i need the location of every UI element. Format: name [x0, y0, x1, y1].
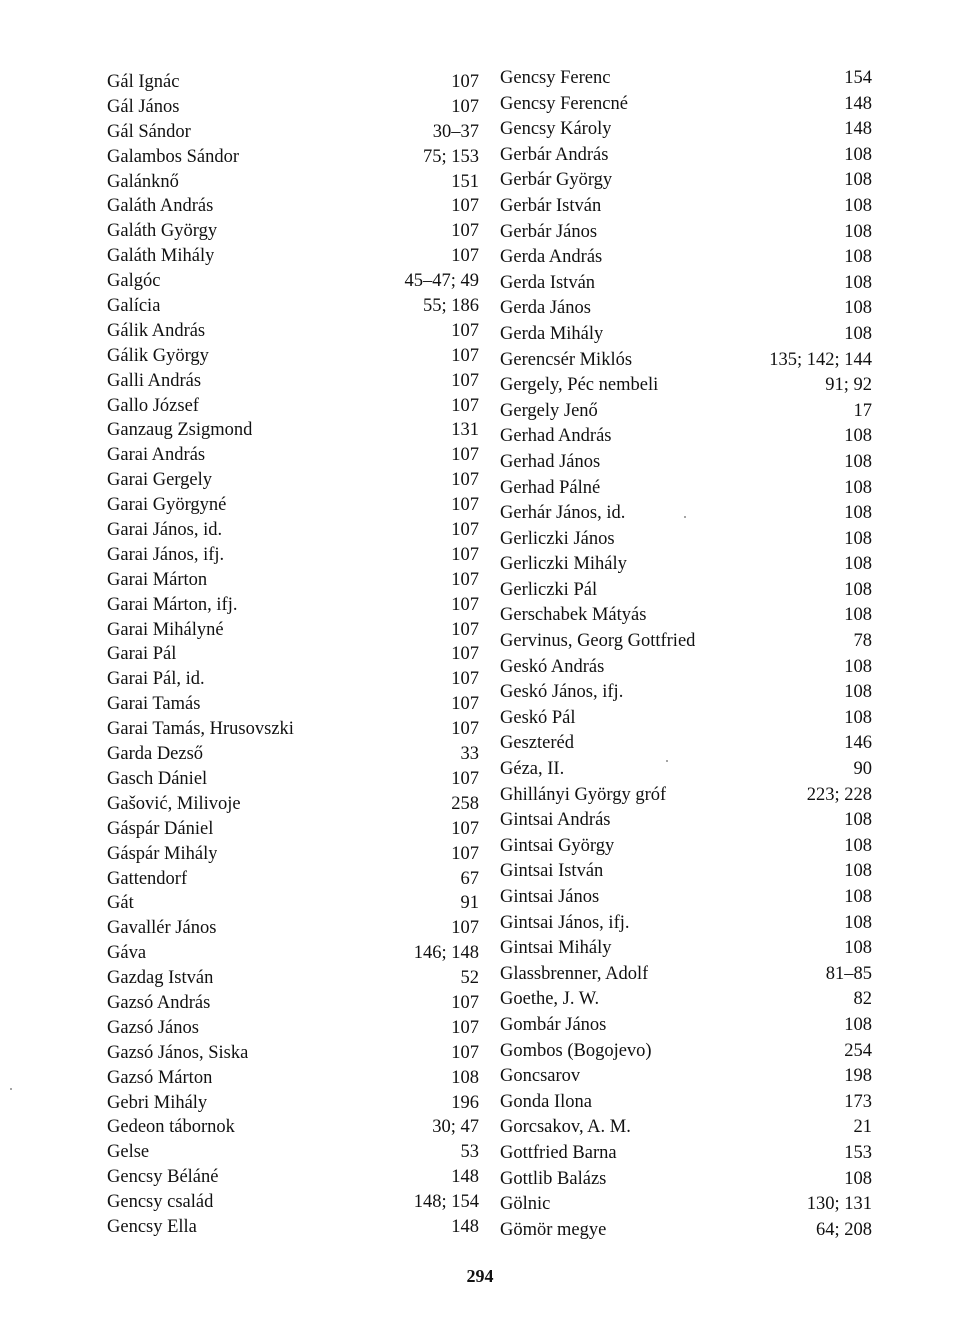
index-entry-pages: 108 — [844, 887, 872, 907]
index-entry-name: Gebri Mihály — [107, 1092, 208, 1113]
index-entry — [107, 468, 479, 493]
index-entry — [500, 859, 872, 885]
index-entry-name: Gerschabek Mátyás — [500, 605, 647, 626]
index-entry — [107, 170, 479, 195]
index-entry — [500, 1013, 872, 1039]
index-entry — [500, 527, 872, 553]
index-entry-pages: 148 — [844, 119, 872, 140]
index-entry — [500, 936, 872, 962]
index-entry-pages: 107 — [451, 470, 479, 491]
index-entry — [500, 629, 872, 655]
index-entry-name: Gencsy Ferencné — [500, 93, 628, 114]
index-entry-pages: 108 — [844, 451, 872, 472]
index-entry-name: Galícia — [107, 296, 161, 317]
index-entry-pages: 146 — [844, 733, 872, 754]
index-entry — [107, 842, 479, 867]
index-entry-name: Gonda Ilona — [500, 1091, 592, 1112]
index-entry-pages: 107 — [451, 594, 479, 615]
index-entry — [107, 443, 479, 468]
index-entry-name: Gencsy család — [107, 1192, 214, 1213]
index-entry-name: Galgóc — [107, 271, 161, 292]
scan-speck — [666, 760, 668, 762]
index-entry-pages: 151 — [451, 171, 479, 192]
index-entry-name: Gelse — [107, 1142, 150, 1163]
index-entry-name: Gáspár Dániel — [107, 818, 214, 839]
index-entry-name: Geszteréd — [500, 733, 574, 754]
index-entry — [107, 145, 479, 170]
index-entry-name: Gazsó János, Siska — [107, 1042, 249, 1063]
index-entry-name: Ganzaug Zsigmond — [107, 420, 253, 441]
index-entry — [107, 1215, 479, 1240]
index-entry — [107, 344, 479, 369]
index-entry-pages: 107 — [451, 619, 479, 640]
index-entry-pages: 254 — [844, 1040, 872, 1061]
index-entry-pages: 108 — [844, 477, 872, 498]
index-entry — [500, 885, 872, 911]
index-entry — [107, 120, 479, 145]
index-entry-pages: 33 — [460, 744, 479, 765]
index-entry-pages: 107 — [451, 96, 479, 117]
index-entry-pages: 108 — [844, 426, 872, 447]
index-entry-name: Gát — [107, 893, 134, 914]
index-entry — [500, 117, 872, 143]
scan-speck — [684, 516, 686, 518]
index-entry-pages: 108 — [844, 221, 872, 242]
index-entry-pages: 107 — [451, 520, 479, 541]
index-entry-name: Geskó János, ifj. — [500, 682, 624, 703]
index-entry-name: Galáth András — [107, 196, 214, 217]
index-entry-name: Gintsai János — [500, 887, 600, 907]
index-entry-pages: 107 — [451, 1017, 479, 1038]
index-entry — [107, 667, 479, 692]
index-entry — [500, 450, 872, 476]
index-entry-pages: 108 — [844, 861, 872, 882]
index-entry-name: Gáspár Mihály — [107, 843, 218, 864]
index-entry-pages: 107 — [451, 395, 479, 416]
index-entry-name: Gintsai György — [500, 835, 615, 856]
index-entry-pages: 107 — [451, 694, 479, 715]
index-entry-pages: 81–85 — [825, 963, 872, 984]
index-entry-name: Gálik András — [107, 320, 206, 341]
index-entry — [107, 1066, 479, 1091]
index-entry-pages: 173 — [844, 1091, 872, 1112]
index-entry-name: Gerda András — [500, 247, 603, 268]
index-entry — [500, 1167, 872, 1193]
index-entry — [107, 941, 479, 966]
index-entry-name: Gallo József — [107, 395, 199, 416]
index-entry — [500, 731, 872, 757]
index-entry-name: Garai Györgyné — [107, 495, 227, 516]
index-entry-pages: 53 — [460, 1142, 479, 1163]
index-entry — [107, 817, 479, 842]
index-entry — [500, 348, 872, 374]
index-entry-name: Gerliczki Mihály — [500, 554, 627, 575]
index-column-right — [500, 66, 872, 1243]
index-entry-name: Goncsarov — [500, 1066, 581, 1087]
index-entry — [107, 394, 479, 419]
index-entry-pages: 108 — [844, 835, 872, 856]
index-entry — [500, 220, 872, 246]
index-entry — [107, 219, 479, 244]
index-entry-name: Gerliczki Pál — [500, 579, 598, 600]
index-entry-name: Garai Tamás, Hrusovszki — [107, 719, 294, 740]
index-entry-name: Garai Márton — [107, 569, 208, 590]
index-entry-name: Gintsai István — [500, 861, 604, 882]
index-entry-pages: 107 — [451, 221, 479, 242]
index-entry — [107, 95, 479, 120]
index-entry-pages: 107 — [451, 918, 479, 939]
index-entry-name: Gašović, Milivoje — [107, 793, 241, 814]
index-entry — [500, 66, 872, 92]
index-entry — [500, 655, 872, 681]
index-entry-pages: 107 — [451, 246, 479, 267]
index-entry — [107, 692, 479, 717]
index-entry — [107, 1140, 479, 1165]
index-entry-name: Gintsai Mihály — [500, 938, 612, 959]
index-entry — [500, 757, 872, 783]
index-entry — [107, 618, 479, 643]
index-entry-name: Gerencsér Miklós — [500, 349, 633, 370]
index-entry-name: Gencsy Béláné — [107, 1167, 219, 1188]
index-entry — [500, 706, 872, 732]
index-entry-name: Gál Ignác — [107, 72, 180, 92]
index-entry-name: Garai Tamás — [107, 694, 201, 715]
index-entry-pages: 108 — [844, 247, 872, 268]
index-entry-pages: 148 — [451, 1216, 479, 1237]
index-entry — [500, 1039, 872, 1065]
index-entry — [500, 1115, 872, 1141]
index-entry — [107, 418, 479, 443]
index-entry-pages: 108 — [451, 1067, 479, 1088]
index-entry-name: Gottfried Barna — [500, 1142, 617, 1163]
index-entry-pages: 108 — [844, 195, 872, 216]
index-entry-name: Glassbrenner, Adolf — [500, 963, 649, 984]
index-entry-pages: 108 — [844, 528, 872, 549]
index-entry-pages: 52 — [460, 968, 479, 989]
index-entry-name: Gáva — [107, 943, 147, 964]
index-entry — [500, 603, 872, 629]
index-entry-name: Garai Pál, id. — [107, 669, 205, 690]
index-entry-pages: 153 — [844, 1142, 872, 1163]
index-entry-name: Garai Gergely — [107, 470, 212, 491]
index-entry-name: Gerda János — [500, 298, 591, 319]
index-entry-pages: 148 — [844, 93, 872, 114]
index-entry-pages: 107 — [451, 992, 479, 1013]
index-entry-name: Géza, II. — [500, 759, 565, 780]
index-entry — [500, 911, 872, 937]
index-entry — [500, 1141, 872, 1167]
index-entry-pages: 107 — [451, 768, 479, 789]
index-entry-name: Gasch Dániel — [107, 768, 208, 789]
index-entry-pages: 108 — [844, 682, 872, 703]
index-entry — [500, 399, 872, 425]
index-entry-name: Gerhár János, id. — [500, 503, 626, 524]
index-entry-pages: 148; 154 — [413, 1192, 479, 1213]
index-entry — [500, 424, 872, 450]
index-entry-pages: 107 — [451, 569, 479, 590]
index-column-left — [107, 70, 479, 1240]
index-entry-pages: 108 — [844, 938, 872, 959]
index-entry-name: Gál Sándor — [107, 121, 191, 142]
index-entry-name: Geskó András — [500, 656, 605, 677]
index-entry — [500, 578, 872, 604]
index-entry-pages: 130; 131 — [806, 1194, 872, 1215]
index-entry-name: Gerliczki János — [500, 528, 615, 549]
index-entry — [500, 373, 872, 399]
index-entry — [500, 987, 872, 1013]
index-entry — [107, 244, 479, 269]
index-entry — [107, 593, 479, 618]
index-entry-name: Gerhad András — [500, 426, 612, 447]
index-entry — [500, 194, 872, 220]
index-entry — [107, 543, 479, 568]
index-entry-name: Gergely, Péc nembeli — [500, 375, 659, 396]
index-entry — [107, 867, 479, 892]
index-entry-pages: 107 — [451, 196, 479, 217]
index-entry-name: Gerda István — [500, 272, 596, 293]
index-entry — [500, 1218, 872, 1244]
index-entry-pages: 55; 186 — [422, 296, 479, 317]
index-entry — [500, 92, 872, 118]
index-entry-name: Galáth György — [107, 221, 218, 242]
index-entry — [107, 70, 479, 95]
index-entry-pages: 108 — [844, 1168, 872, 1189]
index-entry-pages: 91 — [460, 893, 479, 914]
index-entry-name: Gömör megye — [500, 1219, 607, 1240]
index-entry-pages: 108 — [844, 912, 872, 933]
index-entry-pages: 67 — [460, 868, 479, 889]
index-entry-name: Goethe, J. W. — [500, 989, 600, 1010]
index-entry-name: Gál János — [107, 96, 180, 117]
index-entry-name: Gattendorf — [107, 868, 188, 889]
index-entry-pages: 196 — [451, 1092, 479, 1113]
index-entry — [107, 1190, 479, 1215]
index-entry-pages: 108 — [844, 605, 872, 626]
index-entry — [107, 1091, 479, 1116]
index-entry — [500, 552, 872, 578]
index-entry-name: Garda Dezső — [107, 744, 204, 765]
index-entry-name: Galáth Mihály — [107, 246, 215, 267]
index-entry-pages: 108 — [844, 554, 872, 575]
index-entry-pages: 107 — [451, 644, 479, 665]
index-entry-name: Gervinus, Georg Gottfried — [500, 631, 696, 652]
index-entry-pages: 107 — [451, 669, 479, 690]
index-entry-pages: 17 — [853, 400, 872, 421]
index-entry-pages: 258 — [451, 793, 479, 814]
index-entry-name: Gazsó Márton — [107, 1067, 213, 1088]
index-entry-pages: 131 — [451, 420, 479, 441]
index-entry-pages: 107 — [451, 445, 479, 466]
index-entry — [107, 717, 479, 742]
index-entry — [500, 501, 872, 527]
index-entry-name: Gintsai János, ifj. — [500, 912, 630, 933]
index-entry-pages: 107 — [451, 719, 479, 740]
index-entry-name: Garai Pál — [107, 644, 177, 665]
index-entry-name: Gintsai András — [500, 810, 611, 831]
index-entry — [107, 966, 479, 991]
index-entry — [500, 808, 872, 834]
index-entry-name: Gerhad János — [500, 451, 601, 472]
index-entry-name: Gencsy Ferenc — [500, 68, 611, 88]
index-entry — [500, 962, 872, 988]
index-entry-pages: 64; 208 — [815, 1219, 872, 1240]
index-entry-name: Gorcsakov, A. M. — [500, 1117, 631, 1138]
index-entry-pages: 108 — [844, 323, 872, 344]
index-entry — [500, 245, 872, 271]
index-entry-pages: 108 — [844, 656, 872, 677]
index-entry-pages: 108 — [844, 707, 872, 728]
index-entry-pages: 223; 228 — [806, 784, 872, 805]
index-entry-pages: 198 — [844, 1066, 872, 1087]
index-entry-pages: 107 — [451, 345, 479, 366]
index-entry-name: Gazdag István — [107, 968, 214, 989]
index-entry — [500, 680, 872, 706]
index-entry-pages: 108 — [844, 503, 872, 524]
index-entry-pages: 107 — [451, 320, 479, 341]
index-entry-name: Galambos Sándor — [107, 146, 240, 167]
index-entry-pages: 90 — [853, 759, 872, 780]
index-entry-name: Gottlib Balázs — [500, 1168, 607, 1189]
index-entry-pages: 107 — [451, 818, 479, 839]
index-entry — [500, 834, 872, 860]
index-entry — [107, 1016, 479, 1041]
index-entry-name: Gerbár István — [500, 195, 602, 216]
index-entry-name: Garai Márton, ifj. — [107, 594, 238, 615]
index-entry — [500, 143, 872, 169]
index-entry-pages: 107 — [451, 370, 479, 391]
index-entry-name: Gerbár György — [500, 170, 613, 191]
index-entry-name: Gölnic — [500, 1194, 551, 1215]
index-entry-pages: 107 — [451, 544, 479, 565]
index-entry-name: Garai János, ifj. — [107, 544, 225, 565]
index-entry-name: Gombár János — [500, 1014, 607, 1035]
index-entry-name: Gencsy Károly — [500, 119, 612, 140]
index-entry — [500, 783, 872, 809]
index-entry-name: Gavallér János — [107, 918, 217, 939]
index-entry-pages: 21 — [853, 1117, 872, 1138]
index-entry — [107, 642, 479, 667]
index-entry-pages: 146; 148 — [413, 943, 479, 964]
index-entry-name: Galánknő — [107, 171, 179, 192]
index-entry-name: Gerda Mihály — [500, 323, 604, 344]
index-entry-name: Garai András — [107, 445, 206, 466]
index-entry-pages: 107 — [451, 72, 479, 92]
index-entry — [107, 916, 479, 941]
index-entry-name: Garai Mihályné — [107, 619, 224, 640]
index-entry-pages: 45–47; 49 — [404, 271, 479, 292]
index-entry-pages: 108 — [844, 272, 872, 293]
index-entry-pages: 91; 92 — [825, 375, 872, 396]
index-entry-pages: 135; 142; 144 — [769, 349, 872, 370]
index-entry-name: Gerbár János — [500, 221, 598, 242]
index-entry — [500, 271, 872, 297]
index-entry-pages: 108 — [844, 810, 872, 831]
index-entry-name: Gerhad Pálné — [500, 477, 601, 498]
index-entry — [107, 194, 479, 219]
scan-speck — [10, 1088, 12, 1090]
index-entry — [107, 1115, 479, 1140]
index-entry-name: Garai János, id. — [107, 520, 223, 541]
index-entry — [107, 1165, 479, 1190]
index-entry-pages: 107 — [451, 843, 479, 864]
index-entry-name: Galli András — [107, 370, 202, 391]
index-entry — [500, 1064, 872, 1090]
index-entry-pages: 82 — [853, 989, 872, 1010]
index-entry-pages: 78 — [853, 631, 872, 652]
index-entry — [107, 1041, 479, 1066]
index-entry-name: Gazsó János — [107, 1017, 199, 1038]
index-entry-pages: 108 — [844, 1014, 872, 1035]
index-entry-name: Gazsó András — [107, 992, 211, 1013]
index-entry-pages: 108 — [844, 170, 872, 191]
index-entry-name: Gencsy Ella — [107, 1216, 197, 1237]
index-entry — [500, 1192, 872, 1218]
index-entry-name: Gergely Jenő — [500, 400, 598, 421]
index-entry-pages: 107 — [451, 495, 479, 516]
index-entry-pages: 30; 47 — [432, 1117, 479, 1138]
index-entry — [107, 742, 479, 767]
index-entry-name: Gedeon tábornok — [107, 1117, 235, 1138]
index-entry-pages: 107 — [451, 1042, 479, 1063]
index-entry — [107, 891, 479, 916]
index-entry-pages: 108 — [844, 579, 872, 600]
index-entry — [500, 1090, 872, 1116]
index-entry — [107, 792, 479, 817]
index-entry-name: Gálik György — [107, 345, 209, 366]
index-entry-pages: 154 — [844, 68, 872, 88]
index-entry-name: Geskó Pál — [500, 707, 576, 728]
index-entry — [107, 319, 479, 344]
index-entry-name: Gerbár András — [500, 144, 609, 165]
index-entry — [107, 269, 479, 294]
page-number: 294 — [466, 1266, 494, 1286]
index-entry — [107, 767, 479, 792]
index-entry — [500, 168, 872, 194]
index-entry — [107, 369, 479, 394]
index-entry-pages: 108 — [844, 144, 872, 165]
index-entry-pages: 75; 153 — [422, 146, 479, 167]
index-entry — [107, 568, 479, 593]
index-entry-name: Ghillányi György gróf — [500, 784, 667, 805]
index-entry — [500, 296, 872, 322]
index-entry — [500, 322, 872, 348]
index-entry — [107, 991, 479, 1016]
index-entry-pages: 30–37 — [432, 121, 479, 142]
index-entry — [107, 518, 479, 543]
index-entry-pages: 148 — [451, 1167, 479, 1188]
index-entry — [107, 294, 479, 319]
index-entry — [107, 493, 479, 518]
index-entry-pages: 108 — [844, 298, 872, 319]
index-entry-name: Gombos (Bogojevo) — [500, 1040, 652, 1061]
index-entry — [500, 476, 872, 502]
